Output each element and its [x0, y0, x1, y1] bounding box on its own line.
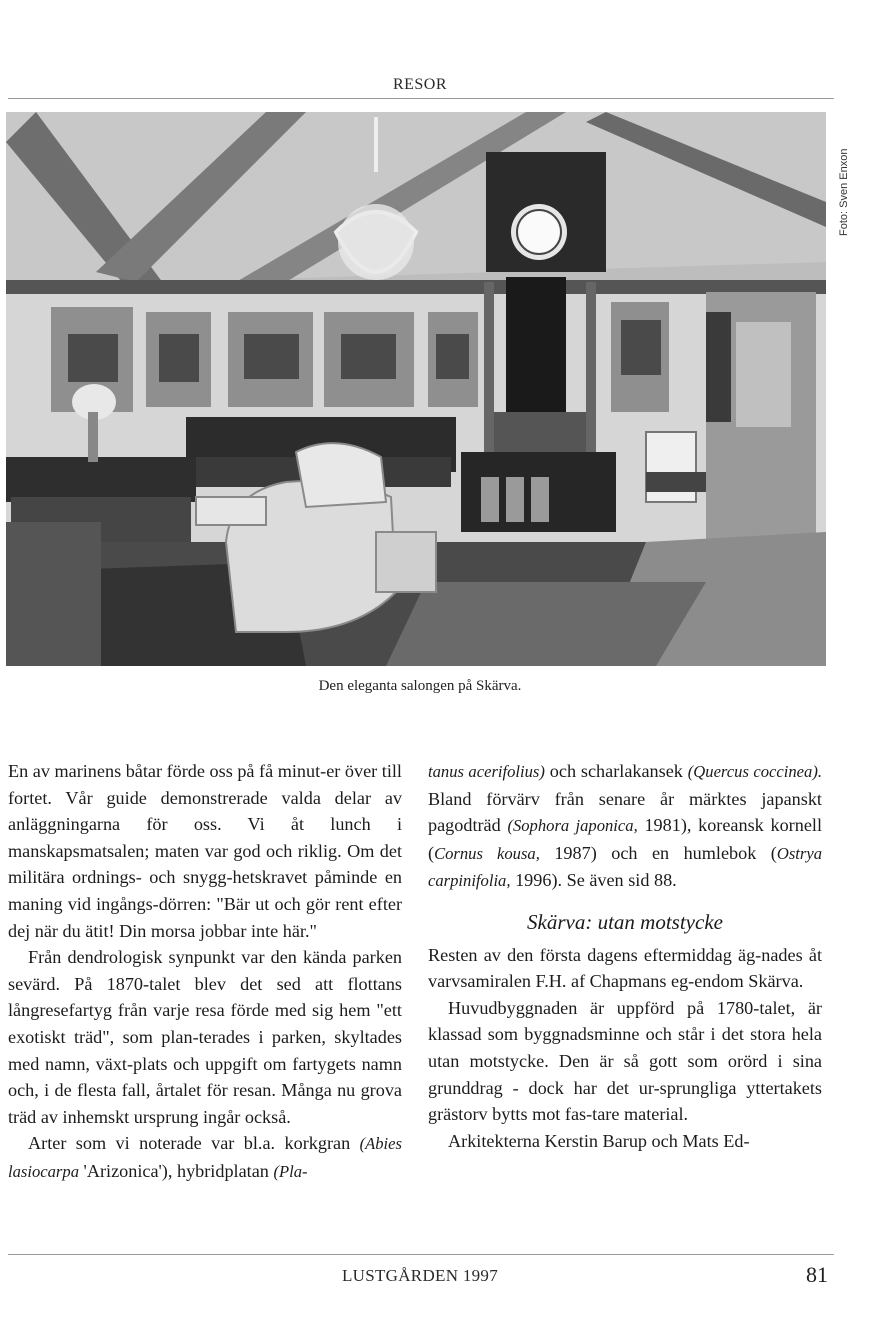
latin-name: Ostrya carpinifolia,	[428, 843, 823, 891]
page-number: 81	[806, 1262, 828, 1287]
text-run: Bland förvärv från senare år märktes japanskt pagodträd	[428, 788, 822, 836]
paragraph: Från dendrologisk synpunkt var den kända parken sevärd. På 1870-talet blev det sed att flottans långresefartyg från varje resa förde med sig hem "ett exotiskt träd", som plan-terades i parken, skyltades med namn, växt-plats och uppgift om fartygets namn och, i de flesta fall, årtalet för resan. Många nu grova träd av inhemskt ursprung ingår också.	[8, 947, 402, 1127]
footer-rule	[8, 1254, 834, 1255]
text-run: 1987) och en humlebok (	[539, 842, 777, 863]
paragraph: Arkitekterna Kerstin Barup och Mats Ed-	[448, 1130, 750, 1151]
paragraph: Resten av den första dagens eftermiddag äg-nades åt varvsamiralen F.H. af Chapmans eg-endom Skärva.	[428, 944, 822, 992]
running-footer: LUSTGÅRDEN 1997	[341, 1266, 499, 1285]
photo-caption: Den eleganta salongen på Skärva.	[318, 678, 522, 694]
paragraph	[428, 758, 822, 895]
text-run: hybridplatan	[172, 1160, 274, 1181]
right-column	[428, 758, 822, 1154]
running-header: RESOR	[392, 76, 448, 93]
paragraph: Huvudbyggnaden är uppförd på 1780-talet, är klassad som byggnadsminne och står i det stora hela utan motstycke. Den är så gott som orörd i sina grunddrag - dock har det ur-sprungliga yttertakets grästorv bytts mot fas-tare material.	[428, 997, 822, 1125]
text-run: 'Arizonica'),	[79, 1160, 173, 1181]
salon-photograph	[6, 112, 826, 666]
latin-name: tanus acerifolius)	[428, 762, 545, 781]
latin-name: Cornus kousa,	[434, 843, 540, 863]
text-run: 1996). Se även sid 88.	[510, 870, 677, 891]
photo-credit: Foto: Sven Enxon	[838, 148, 850, 236]
section-subheading: Skärva: utan motstycke	[527, 909, 723, 934]
latin-name: (Pla-	[273, 1161, 308, 1181]
text-run: och scharlakansek	[544, 761, 688, 781]
latin-name: (Sophora japonica,	[507, 816, 638, 836]
header-rule	[8, 98, 834, 99]
paragraph: En av marinens båtar förde oss på få minut-er över till fortet. Vår guide demonstrerade valda delar av anläggningarna för oss. Vi åt lunch i manskapsmatsalen; maten var god och riklig. Om det militära ordnings- och snygg-hetskravet påminde en maning vid ingångs-dörren: "Bär ut och gör rent efter dej när du ätit! Din morsa jobbar inte här."	[8, 761, 402, 941]
latin-name: (Quercus coccinea).	[687, 762, 822, 781]
paragraph	[8, 1130, 402, 1185]
text-run: Arter som vi noterade var bl.a. korkgran	[28, 1133, 360, 1154]
text-run: 1981), koreansk kornell (	[428, 815, 822, 863]
left-column	[8, 758, 402, 1186]
latin-name: (Abies lasiocarpa	[8, 1134, 402, 1181]
